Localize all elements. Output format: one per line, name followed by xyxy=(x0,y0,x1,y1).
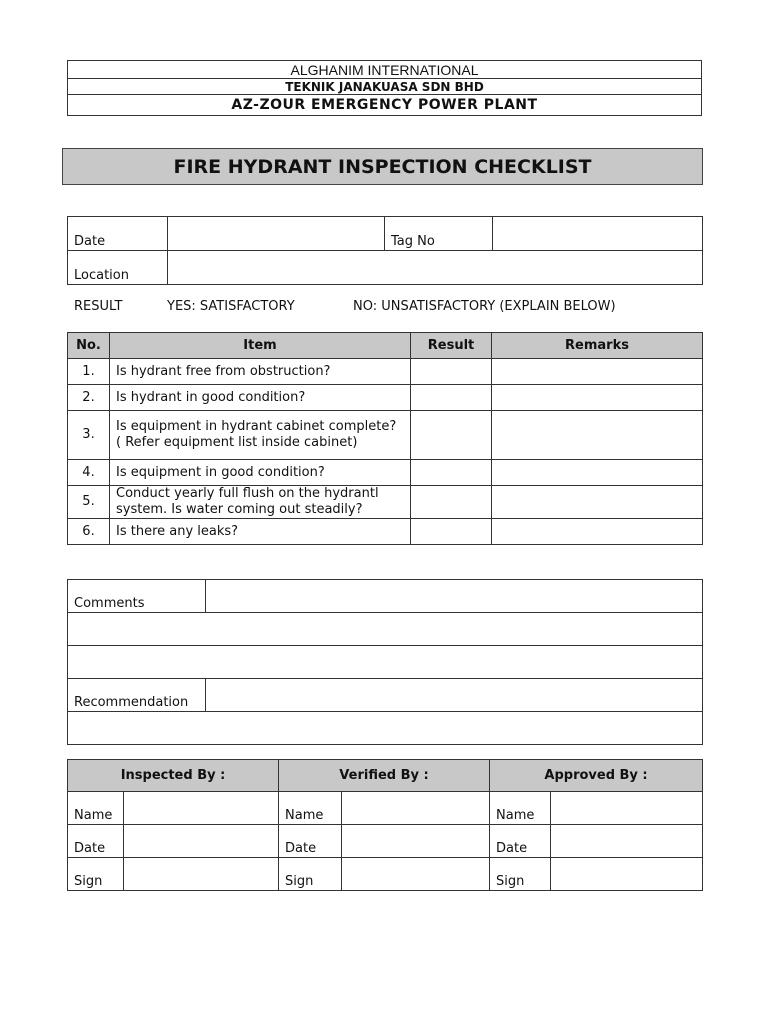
table-row xyxy=(68,411,703,460)
verified-date-label: Date xyxy=(279,825,342,858)
inspected-date-label: Date xyxy=(68,825,124,858)
approved-name-label: Name xyxy=(490,792,551,825)
row-item: Is equipment in good condition? xyxy=(110,460,411,486)
recommendation-line[interactable] xyxy=(68,712,703,745)
recommendation-label: Recommendation xyxy=(68,679,206,712)
header-table xyxy=(67,60,702,116)
approved-sign-field[interactable] xyxy=(551,858,703,891)
inspected-name-field[interactable] xyxy=(124,792,279,825)
row-number: 2. xyxy=(68,385,110,411)
row-remarks-cell[interactable] xyxy=(492,411,703,460)
row-result-cell[interactable] xyxy=(411,411,492,460)
comments-label: Comments xyxy=(68,580,206,613)
table-row xyxy=(68,486,703,519)
col-result-header: Result xyxy=(411,333,492,359)
result-no: NO: UNSATISFACTORY (EXPLAIN BELOW) xyxy=(353,299,616,314)
subcompany-name: TEKNIK JANAKUASA SDN BHD xyxy=(68,79,702,95)
approved-by-header: Approved By : xyxy=(490,760,703,792)
location-field[interactable] xyxy=(168,251,703,285)
checklist-table xyxy=(67,332,703,545)
col-item-header: Item xyxy=(110,333,411,359)
row-number: 4. xyxy=(68,460,110,486)
row-item: Is there any leaks? xyxy=(110,519,411,545)
row-item: Is hydrant in good condition? xyxy=(110,385,411,411)
table-row xyxy=(68,359,703,385)
approved-name-field[interactable] xyxy=(551,792,703,825)
col-no-header: No. xyxy=(68,333,110,359)
row-number: 3. xyxy=(68,411,110,460)
inspected-sign-field[interactable] xyxy=(124,858,279,891)
info-table xyxy=(67,216,703,285)
inspected-sign-label: Sign xyxy=(68,858,124,891)
row-item: Conduct yearly full flush on the hydrantl system. Is water coming out steadily? xyxy=(110,486,411,519)
recommendation-field[interactable] xyxy=(206,679,703,712)
tag-no-label: Tag No xyxy=(385,217,493,251)
inspected-name-label: Name xyxy=(68,792,124,825)
table-row xyxy=(68,385,703,411)
col-remarks-header: Remarks xyxy=(492,333,703,359)
page-title: FIRE HYDRANT INSPECTION CHECKLIST xyxy=(62,148,703,185)
comments-line[interactable] xyxy=(68,646,703,679)
verified-name-field[interactable] xyxy=(342,792,490,825)
row-remarks-cell[interactable] xyxy=(492,486,703,519)
approved-sign-label: Sign xyxy=(490,858,551,891)
company-name: ALGHANIM INTERNATIONAL xyxy=(68,61,702,79)
comments-field[interactable] xyxy=(206,580,703,613)
plant-name: AZ-ZOUR EMERGENCY POWER PLANT xyxy=(68,95,702,116)
verified-date-field[interactable] xyxy=(342,825,490,858)
result-yes: YES: SATISFACTORY xyxy=(167,299,295,314)
row-item: Is equipment in hydrant cabinet complete? ( Refer equipment list inside cabinet) xyxy=(110,411,411,460)
date-field[interactable] xyxy=(168,217,385,251)
row-result-cell[interactable] xyxy=(411,486,492,519)
verified-by-header: Verified By : xyxy=(279,760,490,792)
inspected-by-header: Inspected By : xyxy=(68,760,279,792)
tag-no-field[interactable] xyxy=(493,217,703,251)
row-remarks-cell[interactable] xyxy=(492,385,703,411)
comments-line[interactable] xyxy=(68,613,703,646)
date-label: Date xyxy=(68,217,168,251)
row-result-cell[interactable] xyxy=(411,519,492,545)
comments-table xyxy=(67,579,703,745)
inspected-date-field[interactable] xyxy=(124,825,279,858)
row-remarks-cell[interactable] xyxy=(492,519,703,545)
approved-date-label: Date xyxy=(490,825,551,858)
row-number: 1. xyxy=(68,359,110,385)
row-number: 5. xyxy=(68,486,110,519)
table-row xyxy=(68,460,703,486)
result-label: RESULT xyxy=(74,299,123,314)
verified-sign-field[interactable] xyxy=(342,858,490,891)
verified-name-label: Name xyxy=(279,792,342,825)
verified-sign-label: Sign xyxy=(279,858,342,891)
row-result-cell[interactable] xyxy=(411,460,492,486)
signoff-table xyxy=(67,759,703,891)
row-item: Is hydrant free from obstruction? xyxy=(110,359,411,385)
row-result-cell[interactable] xyxy=(411,359,492,385)
approved-date-field[interactable] xyxy=(551,825,703,858)
row-result-cell[interactable] xyxy=(411,385,492,411)
row-remarks-cell[interactable] xyxy=(492,359,703,385)
row-number: 6. xyxy=(68,519,110,545)
row-remarks-cell[interactable] xyxy=(492,460,703,486)
table-row xyxy=(68,519,703,545)
location-label: Location xyxy=(68,251,168,285)
